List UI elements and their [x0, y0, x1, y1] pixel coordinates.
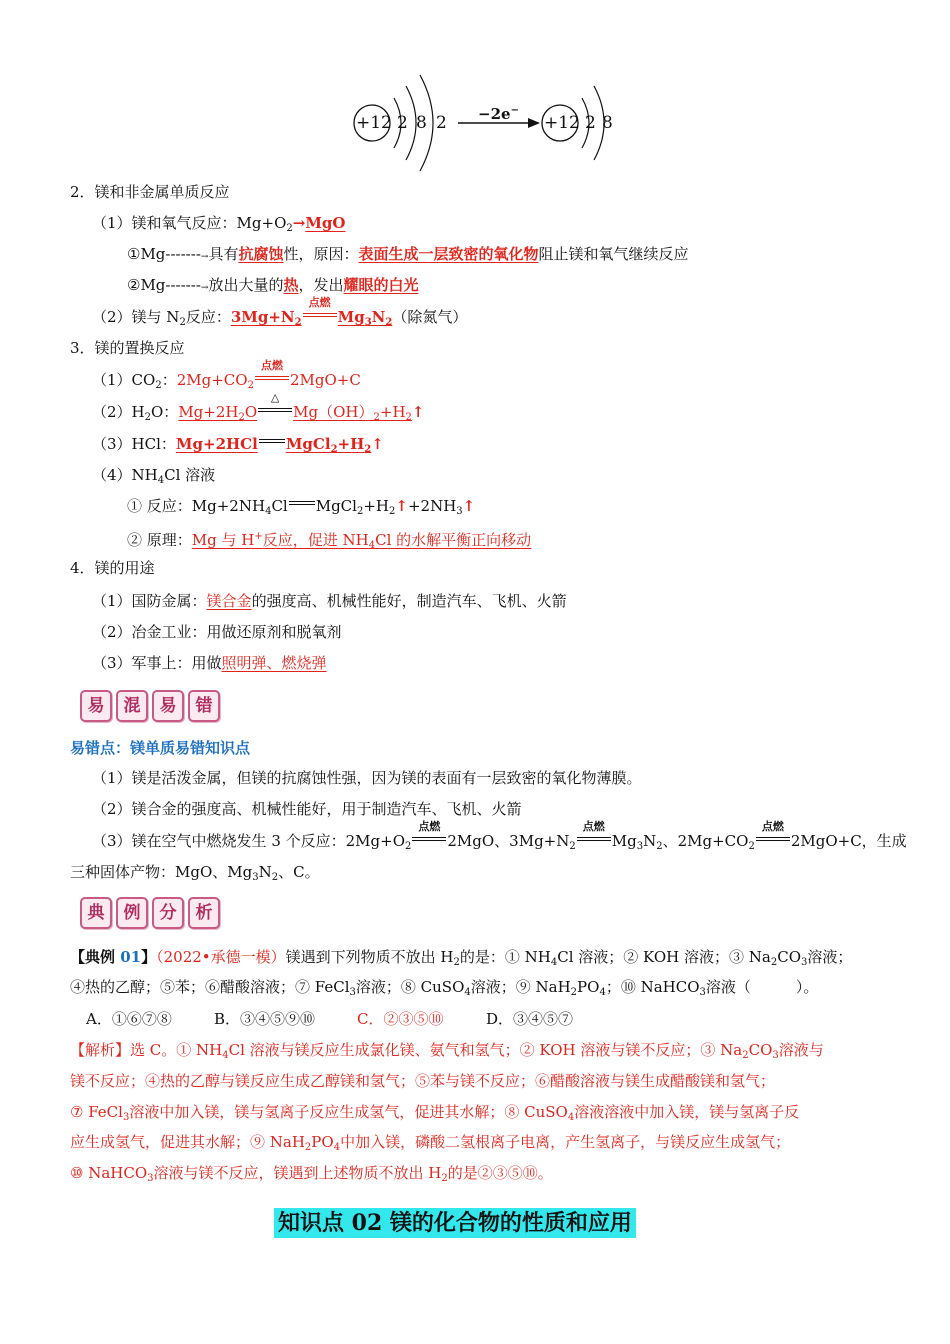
small-arrow-icon: →: [200, 283, 209, 293]
s3-p2: $(2)H_2O$：$Mg+2H_2O$ △ $Mg(OH)_2+H_2↑$: [92, 391, 425, 423]
electron-shell-diagram: [350, 70, 620, 180]
s2-p1-arrow-icon: →: [292, 214, 306, 232]
badge-char: 易: [80, 690, 112, 722]
s3-p4a: ① 反应：$Mg+2NH_4Cl$ $MgCl_2+H_2↑+2NH_3↑$: [127, 497, 476, 517]
equals-mark: [259, 435, 285, 449]
example-q2: ④热的乙醇；⑤苯；⑥醋酸溶液；⑦ FeCl$_3$溶液；⑧ CuSO$_4$溶液；⑨ $NaH_2PO_4$；⑩ NaHCO$_3$溶液（ ）。: [70, 978, 819, 998]
small-arrow-icon: →: [200, 252, 209, 262]
s2-p1b: ②Mg-------→放出大量的热，发出耀眼的白光: [127, 276, 419, 294]
s2-p1: （1）镁和氧气反应：$Mg+O_2\to MgO$: [92, 214, 346, 234]
badge-char: 典: [80, 897, 112, 929]
section-4-heading: 4．镁的用途: [70, 559, 155, 577]
condition-mark: 点燃: [255, 369, 289, 387]
example-q1: 【典例 01】（2022•承德一模）镁遇到下列物质不放出 $H_2$的是：① $NH_4Cl$ 溶液；② KOH 溶液；③ $Na_2CO_3$溶液；: [70, 948, 853, 968]
s3-p3: （3）HCl：Mg+2HCl $MgCl_2+H_2↑$: [92, 435, 384, 455]
arrow-head: [528, 118, 540, 128]
equals-mark: [289, 497, 315, 511]
badge-easy-mistakes: [80, 690, 220, 722]
left-shell-1: 2: [397, 113, 408, 133]
condition-mark: 点燃: [756, 830, 790, 848]
badge-char: 例: [116, 897, 148, 929]
badge-example-analysis: [80, 897, 220, 929]
right-nucleus-label: +12: [544, 113, 580, 133]
gas-up-arrow-icon: ↑: [462, 497, 476, 515]
section-2-heading: 2．镁和非金属单质反应: [70, 183, 230, 201]
right-shell-1: 2: [585, 113, 596, 133]
mistakes-l2: （2）镁合金的强度高、机械性能好，用于制造汽车、飞机、火箭: [92, 800, 522, 818]
mistakes-l4: 三种固体产物：MgO、$Mg_3N_2$、C。: [70, 863, 320, 883]
analysis-l4: 应生成氢气，促进其水解；⑨ $NaH_2PO_4$中加入镁，磷酸二氢根离子电离，产生氢离子，与镁反应生成氢气；: [70, 1133, 791, 1153]
gas-up-arrow-icon: ↑: [411, 403, 425, 421]
option-a: A．①⑥⑦⑧: [86, 1010, 172, 1028]
gas-up-arrow-icon: ↑: [371, 435, 384, 453]
left-shell-2: 8: [416, 113, 427, 133]
gas-up-arrow-icon: ↑: [395, 497, 408, 515]
knowledge-point-title: 知识点 02 镁的化合物的性质和应用: [274, 1208, 636, 1238]
condition-mark: 点燃: [412, 830, 446, 848]
arrow-label: −2e−: [478, 105, 519, 123]
condition-mark: △: [258, 401, 292, 419]
mistakes-l1: （1）镁是活泼金属，但镁的抗腐蚀性强，因为镁的表面有一层致密的氧化物薄膜。: [92, 769, 642, 787]
badge-char: 易: [152, 690, 184, 722]
option-c: C．②③⑤⑩: [357, 1010, 444, 1028]
badge-char: 混: [116, 690, 148, 722]
left-nucleus-label: +12: [356, 113, 392, 133]
mistakes-l3: （3）镁在空气中燃烧发生 3 个反应：$2Mg+O_2$ 点燃 2MgO、$3Mg+N_2$ 点燃 $Mg_3N_2$、$2Mg+CO_2$ 点燃 2MgO+C，生成: [92, 820, 907, 852]
analysis-l1: 【解析】选 C。① $NH_4Cl$ 溶液与镁反应生成氯化镁、氨气和氢气；② KOH 溶液与镁不反应；③ $Na_2CO_3$溶液与: [70, 1041, 824, 1061]
s4-p1: （1）国防金属：镁合金的强度高、机械性能好，制造汽车、飞机、火箭: [92, 592, 567, 610]
badge-char: 析: [188, 897, 220, 929]
mistakes-title: 易错点：镁单质易错知识点: [70, 739, 251, 757]
analysis-l3: ⑦ FeCl$_3$溶液中加入镁，镁与氢离子反应生成氢气，促进其水解；⑧ CuSO$_4$溶液溶液中加入镁，镁与氢离子反: [70, 1103, 800, 1123]
analysis-l5: ⑩ NaHCO$_3$溶液与镁不反应，镁遇到上述物质不放出 $H_2$的是②③⑤⑩。: [70, 1164, 553, 1184]
s3-p1: $(1)CO_2$：$2Mg+CO_2$ 点燃 2MgO+C: [92, 359, 361, 391]
s2-p2: （2）镁与 $N_2$反应：$3Mg+N_2$ 点燃 $Mg_3N_2$（除氮气）: [92, 296, 468, 328]
analysis-l2: 镁不反应；④热的乙醇与镁反应生成乙醇镁和氢气；⑤苯与镁不反应；⑥醋酸溶液与镁生成醋酸镁和氢气；: [70, 1072, 776, 1090]
s4-p2: （2）冶金工业：用做还原剂和脱氧剂: [92, 623, 342, 641]
right-shell-2: 8: [602, 113, 613, 133]
condition-mark: 点燃: [577, 830, 611, 848]
s4-p3: （3）军事上：用做照明弹、燃烧弹: [92, 654, 327, 672]
s2-p1a: ①Mg-------→具有抗腐蚀性，原因：表面生成一层致密的氧化物阻止镁和氧气继续反应: [127, 245, 689, 263]
left-shell-3: 2: [436, 113, 447, 133]
section-3-heading: 3．镁的置换反应: [70, 339, 185, 357]
s3-p4b: ② 原理：Mg 与 H+反应，促进 $NH_4Cl$ 的水解平衡正向移动: [127, 531, 532, 551]
condition-mark: 点燃: [303, 306, 337, 324]
badge-char: 错: [188, 690, 220, 722]
option-b: B．③④⑤⑨⑩: [214, 1010, 316, 1028]
option-d: D．③④⑤⑦: [486, 1010, 574, 1028]
s3-p4: $(4)NH_4Cl$ 溶液: [92, 466, 216, 486]
badge-char: 分: [152, 897, 184, 929]
